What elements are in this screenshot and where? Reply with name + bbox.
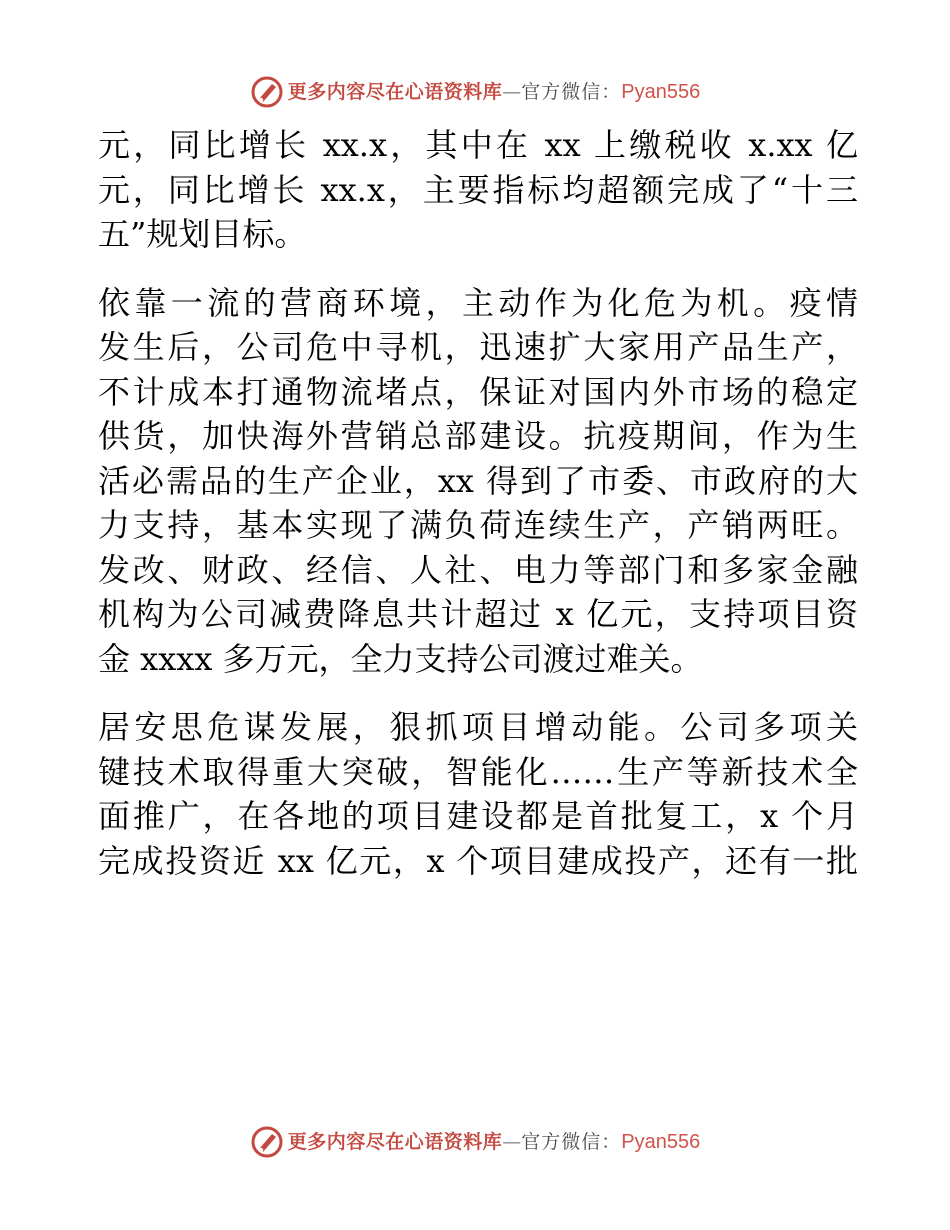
text-line: 发改、财政、经信、人社、电力等部门和多家金融 — [98, 550, 858, 589]
banner-wechat-label: 官方微信： — [521, 81, 622, 103]
banner-main-text: 更多内容尽在心语资料库 — [287, 1131, 503, 1153]
document-body — [98, 123, 858, 883]
paragraph-1 — [98, 123, 858, 257]
text-line: 力支持，基本实现了满负荷连续生产，产销两旺。 — [98, 506, 858, 544]
banner-dash: — — [502, 1131, 522, 1153]
paragraph-gap — [98, 681, 858, 705]
text-line: 居安思危谋发展，狠抓项目增动能。公司多项关 — [98, 708, 858, 746]
text-line: 键技术取得重大突破，智能化……生产等新技术全 — [98, 752, 858, 791]
banner-dash: — — [502, 81, 522, 103]
text-line: 元，同比增长 xx.x，其中在 xx 上缴税收 x.xx 亿 — [98, 126, 858, 164]
text-line: 元，同比增长 xx.x，主要指标均超额完成了“十三 — [98, 170, 858, 209]
banner-wechat-id: Pyan556 — [621, 1131, 701, 1153]
pen-logo-icon — [250, 75, 284, 109]
text-line: 机构为公司减费降息共计超过 x 亿元，支持项目资 — [98, 595, 858, 633]
text-line: 不计成本打通物流堵点，保证对国内外市场的稳定 — [98, 372, 858, 411]
text-line: 完成投资近 xx 亿元，x 个项目建成投产，还有一批 — [98, 841, 858, 880]
pen-logo-icon — [250, 1125, 284, 1159]
text-line: 活必需品的生产企业，xx 得到了市委、市政府的大 — [98, 461, 858, 500]
paragraph-gap — [98, 257, 858, 281]
footer-banner — [0, 1125, 950, 1159]
banner-wechat-label: 官方微信： — [521, 1131, 622, 1153]
banner-wechat-id: Pyan556 — [621, 81, 701, 103]
text-line: 发生后，公司危中寻机，迅速扩大家用产品生产， — [98, 328, 858, 366]
text-line: 五”规划目标。 — [98, 215, 307, 253]
banner-main-text: 更多内容尽在心语资料库 — [287, 81, 503, 103]
text-line: 面推广，在各地的项目建设都是首批复工，x 个月 — [98, 797, 858, 835]
paragraph-3 — [98, 705, 858, 883]
paragraph-2 — [98, 281, 858, 682]
text-line: 供货，加快海外营销总部建设。抗疫期间，作为生 — [98, 417, 858, 455]
text-line: 依靠一流的营商环境，主动作为化危为机。疫情 — [98, 283, 858, 322]
text-line: 金 xxxx 多万元，全力支持公司渡过难关。 — [98, 639, 703, 678]
header-banner — [0, 75, 950, 109]
